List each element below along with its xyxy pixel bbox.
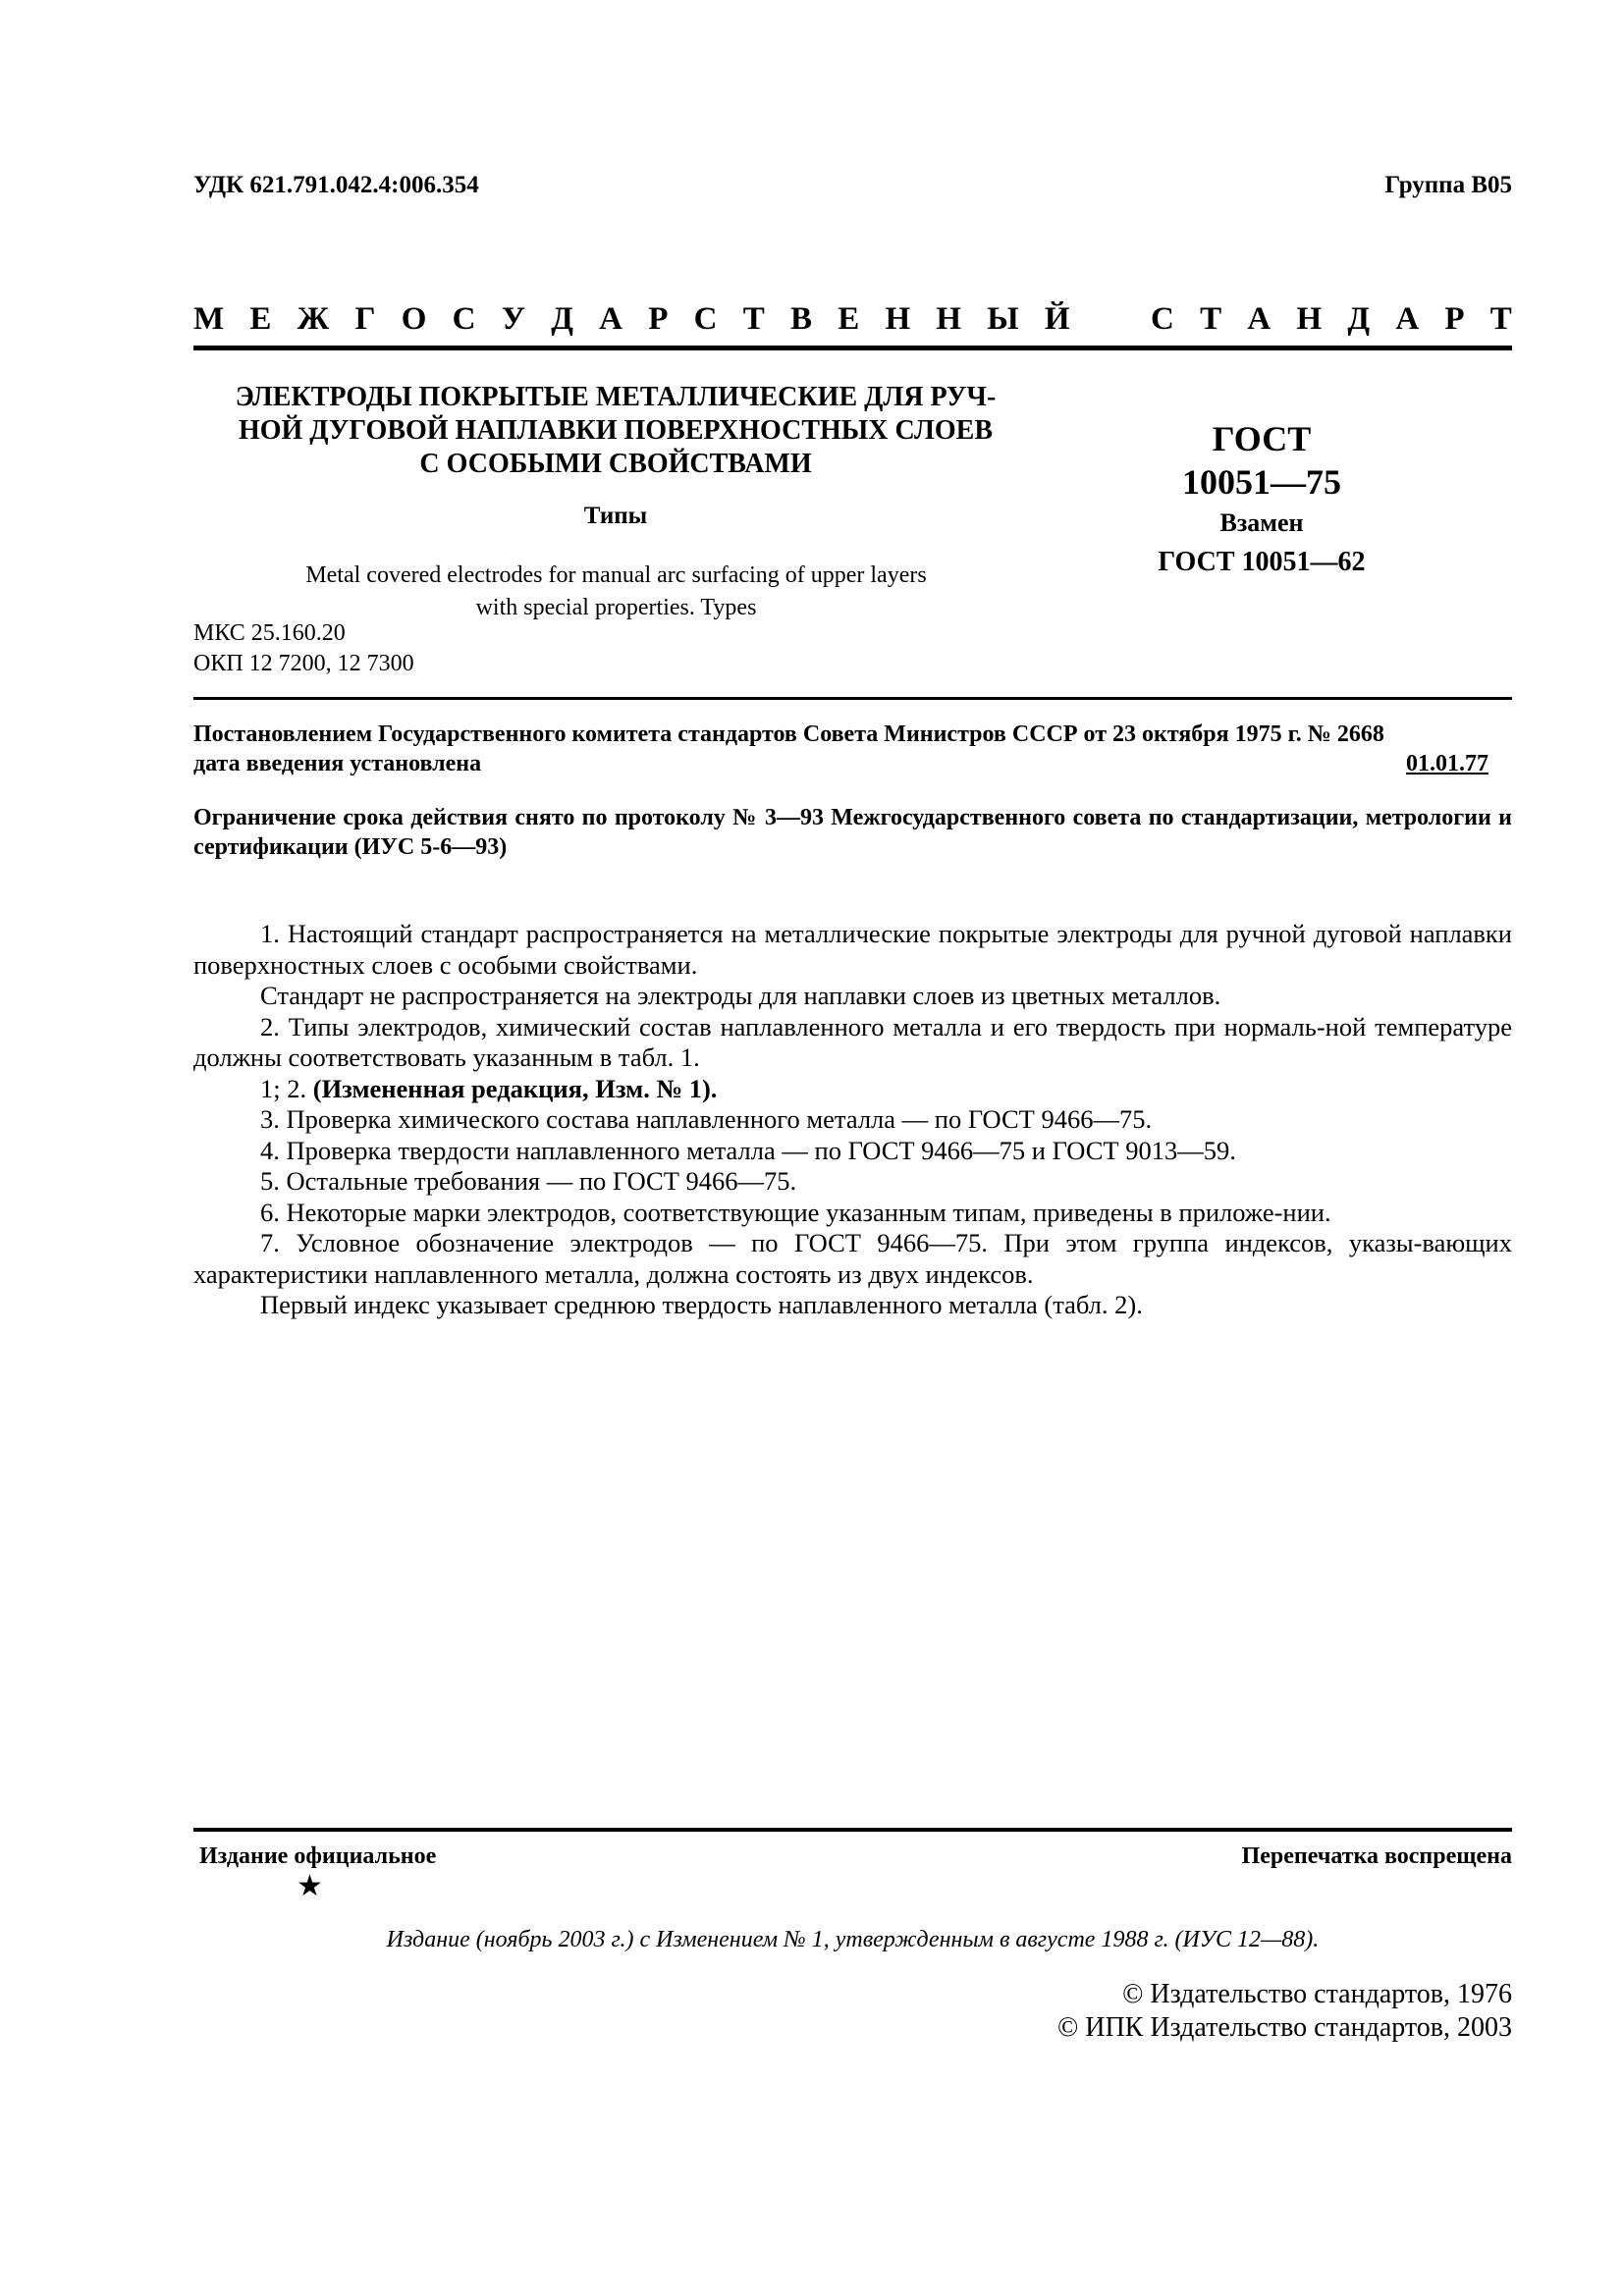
banner-letter: С — [693, 300, 718, 337]
banner-letter: С — [452, 300, 476, 337]
gost-number: 10051—75 — [1182, 462, 1341, 502]
banner-letter: В — [789, 300, 812, 337]
copyright-block — [923, 1978, 1512, 2045]
star-icon: ★ — [297, 1870, 323, 1902]
replaces-label: Взамен — [1219, 508, 1304, 537]
banner-letter: Е — [838, 300, 860, 337]
banner-letter: Н — [936, 300, 962, 337]
banner-letter: М — [193, 300, 225, 337]
date-value: 01.01.77 — [1406, 751, 1488, 776]
banner-letter: Ы — [987, 300, 1019, 337]
banner-letter: Д — [551, 300, 573, 337]
standard-banner — [193, 299, 1512, 339]
banner-letter: С — [1151, 300, 1174, 337]
paragraph: Стандарт не распространяется на электроды для наплавки слоев из цветных металлов. — [260, 981, 1221, 1010]
paragraph — [193, 1074, 1512, 1105]
english-title — [236, 560, 997, 624]
official-edition: Издание официальное — [199, 1843, 437, 1869]
banner-letter: Й — [1044, 300, 1070, 337]
reprint-prohibited: Перепечатка воспрещена — [1241, 1843, 1512, 1869]
amendment-ref: 1; 2. — [260, 1073, 313, 1103]
banner-letter: Р — [648, 300, 669, 337]
banner-letter: Г — [354, 300, 376, 337]
types-label: Типы — [583, 503, 648, 529]
decree-line: Постановлением Государственного комитета стандартов Совета Министров СССР от 23 октября 1975 г. № 2668 — [193, 721, 1384, 747]
limit-note: Ограничение срока действия снято по протоколу № 3—93 Межгосударственного совета по стандартизации, метрологии и сертификации (ИУС 5-6—93) — [193, 805, 1512, 860]
title-line: НОЙ ДУГОВОЙ НАПЛАВКИ ПОВЕРХНОСТНЫХ СЛОЕВ — [238, 415, 994, 446]
amendment-note: (Измененная редакция, Изм. № 1). — [312, 1073, 718, 1103]
banner-letter: Н — [885, 300, 911, 337]
udk-code: УДК 621.791.042.4:006.354 — [193, 172, 479, 198]
date-row — [193, 749, 1512, 778]
date-label: дата введения установлена — [193, 751, 482, 776]
mks-code: МКС 25.160.20 — [193, 620, 346, 646]
banner-letter: Ж — [297, 300, 330, 337]
banner-letter: Т — [1489, 300, 1512, 337]
title-line: ЭЛЕКТРОДЫ ПОКРЫТЫЕ МЕТАЛЛИЧЕСКИЕ ДЛЯ РУЧ- — [235, 382, 997, 412]
paragraph: 2. Типы электродов, химический состав наплавленного металла и его твердость при нормаль-ной температуре должны соответствовать указанным в табл. 1. — [193, 1011, 1512, 1072]
banner-letter: Е — [249, 300, 272, 337]
paragraph: 5. Остальные требования — по ГОСТ 9466—75. — [260, 1166, 797, 1196]
paragraph: 3. Проверка химического состава наплавленного металла — по ГОСТ 9466—75. — [260, 1104, 1153, 1134]
body-text — [193, 919, 1512, 1321]
decree-block — [193, 720, 1512, 778]
title-line: С ОСОБЫМИ СВОЙСТВАМИ — [419, 449, 812, 479]
banner-letter: Д — [1347, 300, 1371, 337]
banner-letter: Р — [1444, 300, 1465, 337]
copyright-line: © ИПК Издательство стандартов, 2003 — [1056, 2012, 1512, 2043]
gost-designation — [1095, 417, 1429, 582]
copyright-line: © Издательство стандартов, 1976 — [1122, 1979, 1512, 2009]
banner-letter: А — [599, 300, 622, 337]
classification-codes — [193, 618, 414, 679]
group-code: Группа В05 — [1384, 172, 1512, 198]
banner-letter: А — [1247, 300, 1271, 337]
banner-letter: А — [1395, 300, 1420, 337]
banner-letter: Т — [1200, 300, 1222, 337]
okp-code: ОКП 12 7200, 12 7300 — [193, 651, 414, 676]
english-title-line: Metal covered electrodes for manual arc surfacing of upper layers — [305, 562, 927, 588]
banner-letter: Т — [742, 300, 765, 337]
header-rule — [193, 697, 1512, 700]
footer-rule — [193, 1828, 1512, 1832]
banner-letter: О — [401, 300, 427, 337]
banner-rule — [193, 346, 1512, 350]
english-title-line: with special properties. Types — [475, 595, 757, 620]
paragraph: 4. Проверка твердости наплавленного металла — по ГОСТ 9466—75 и ГОСТ 9013—59. — [260, 1135, 1236, 1165]
paragraph: 6. Некоторые марки электродов, соответствующие указанным типам, приведены в приложе-нии. — [260, 1197, 1331, 1227]
paragraph: Первый индекс указывает среднюю твердость наплавленного металла (табл. 2). — [260, 1290, 1143, 1319]
gost-label: ГОСТ — [1212, 419, 1312, 458]
paragraph: 7. Условное обозначение электродов — по ГОСТ 9466—75. При этом группа индексов, указы-вающих характеристики наплавленного металла, должна состоять из двух индексов. — [193, 1228, 1512, 1289]
replaces-value: ГОСТ 10051—62 — [1158, 547, 1366, 577]
standard-title — [193, 381, 1038, 481]
banner-letter: У — [501, 300, 525, 337]
banner-letter: Н — [1296, 300, 1323, 337]
paragraph: 1. Настоящий стандарт распространяется на металлические покрытые электроды для ручной дуговой наплавки поверхностных слоев с особыми свойствами. — [193, 919, 1512, 980]
edition-note: Издание (ноябрь 2003 г.) с Изменением № 1, утвержденным в августе 1988 г. (ИУС 12—88). — [386, 1927, 1320, 1952]
